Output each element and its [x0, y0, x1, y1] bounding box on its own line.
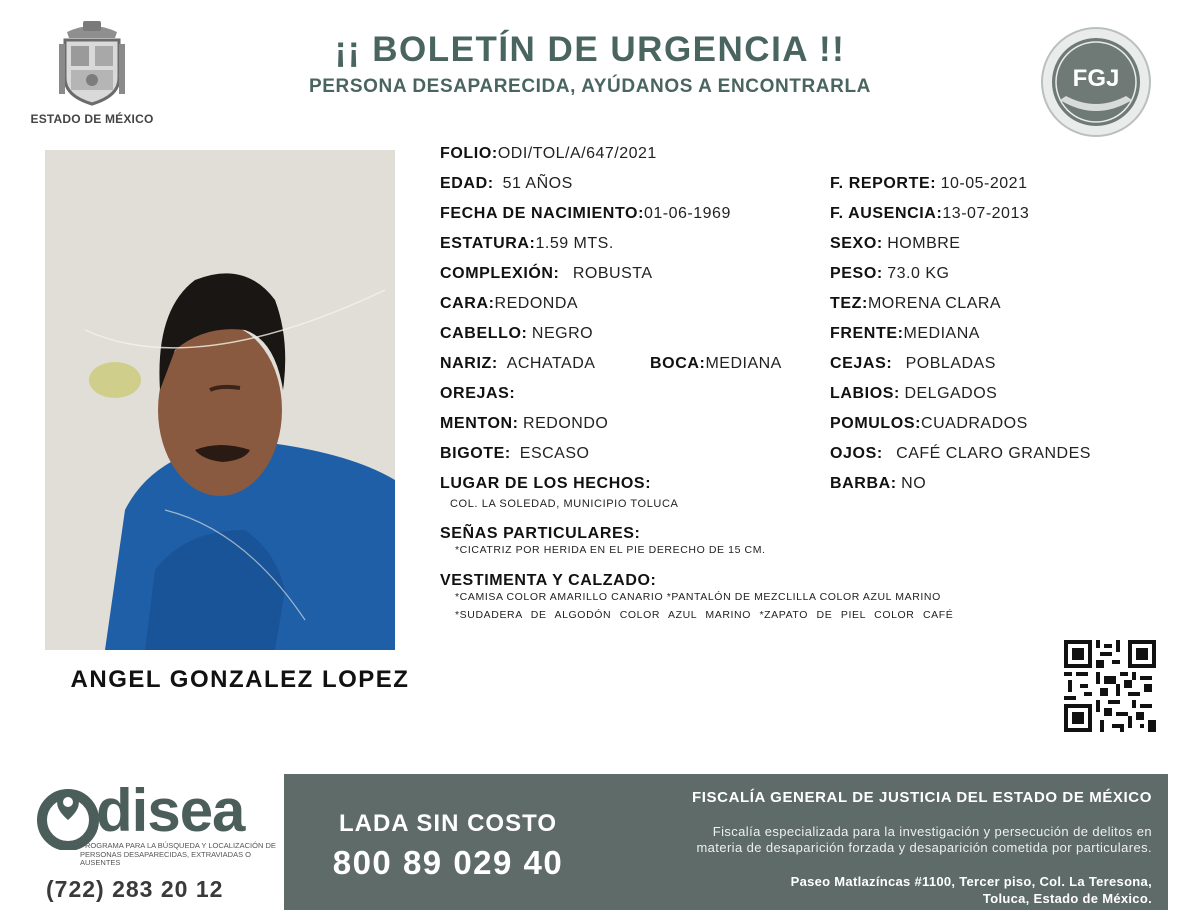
field-vestimenta-label — [440, 570, 656, 592]
field-label: ESTATURA: — [440, 235, 536, 252]
field-label: MENTON: — [440, 415, 519, 432]
person-name: ANGEL GONZALEZ LOPEZ — [70, 666, 410, 693]
state-label: ESTADO DE MÉXICO — [30, 112, 154, 126]
field-vestimenta-line2: *SUDADERA DE ALGODÓN COLOR AZUL MARINO *ZAPATO DE PIEL COLOR CAFÉ — [455, 609, 954, 621]
field-label: OJOS: — [830, 445, 883, 462]
bulletin-title: ¡¡ BOLETÍN DE URGENCIA !! — [334, 30, 846, 69]
agency-description-line: Fiscalía especializada para la investigación y persecución de delitos en — [712, 824, 1152, 839]
fgj-seal-icon — [1040, 26, 1152, 138]
edomex-coat-of-arms-icon — [57, 18, 127, 106]
field-value: ESCASO — [519, 445, 590, 462]
field-label: CARA: — [440, 295, 495, 312]
field-complexion — [440, 263, 653, 285]
field-label: CEJAS: — [830, 355, 893, 372]
lada-label: LADA SIN COSTO — [338, 810, 557, 837]
field-label: VESTIMENTA Y CALZADO: — [440, 572, 657, 589]
field-label: F. AUSENCIA: — [830, 205, 943, 222]
local-phone-number[interactable]: (722) 283 20 12 — [46, 876, 224, 902]
field-f-reporte — [830, 173, 1027, 195]
field-orejas — [440, 383, 515, 405]
field-labios — [830, 383, 997, 405]
field-cejas — [830, 353, 996, 375]
agency-description-line: materia de desaparición forzada y desaparición cometida por particulares. — [696, 840, 1152, 855]
odisea-wordmark: disea — [96, 777, 245, 844]
field-senas-value: *CICATRIZ POR HERIDA EN EL PIE DERECHO DE 15 CM. — [455, 544, 766, 556]
field-label: TEZ: — [830, 295, 868, 312]
agency-name: FISCALÍA GENERAL DE JUSTICIA DEL ESTADO DE MÉXICO — [692, 789, 1152, 806]
field-label: SEXO: — [830, 235, 883, 252]
agency-address — [600, 873, 1152, 907]
field-tez — [830, 293, 1001, 315]
person-photo — [45, 150, 395, 650]
field-label: PESO: — [830, 265, 883, 282]
field-cabello — [440, 323, 593, 345]
field-value: ACHATADA — [506, 355, 596, 372]
field-label: FOLIO: — [440, 145, 498, 162]
fgj-abbr: FGJ — [1072, 65, 1120, 92]
field-value: REDONDO — [523, 415, 609, 432]
field-value: 13-07-2013 — [942, 205, 1030, 222]
field-nariz — [440, 353, 595, 375]
field-bigote — [440, 443, 589, 465]
field-cara — [440, 293, 578, 315]
field-ojos — [830, 443, 1091, 465]
field-lugar-label — [440, 473, 651, 495]
address-line: Toluca, Estado de México. — [982, 891, 1152, 906]
field-value: 51 AÑOS — [502, 175, 573, 192]
field-peso — [830, 263, 949, 285]
address-line: Paseo Matlazíncas #1100, Tercer piso, Col. La Teresona, — [790, 874, 1152, 889]
field-senas-label — [440, 523, 640, 545]
field-value: CAFÉ CLARO GRANDES — [896, 445, 1091, 462]
field-value: HOMBRE — [887, 235, 961, 252]
field-label: FECHA DE NACIMIENTO: — [440, 205, 644, 222]
field-label: FRENTE: — [830, 325, 904, 342]
field-value: MEDIANA — [903, 325, 980, 342]
field-value: 73.0 KG — [887, 265, 950, 282]
field-label: F. REPORTE: — [830, 175, 937, 192]
field-vestimenta-line1: *CAMISA COLOR AMARILLO CANARIO *PANTALÓN DE MEZCLILLA COLOR AZUL MARINO — [455, 591, 941, 603]
field-label: SEÑAS PARTICULARES: — [440, 525, 641, 542]
toll-free-number[interactable]: 800 89 029 40 — [332, 844, 564, 881]
field-value: POBLADAS — [905, 355, 996, 372]
field-value: CUADRADOS — [921, 415, 1028, 432]
field-value: 01-06-1969 — [644, 205, 731, 222]
field-value: MORENA CLARA — [867, 295, 1002, 312]
field-lugar-value: COL. LA SOLEDAD, MUNICIPIO TOLUCA — [450, 498, 679, 510]
field-folio — [440, 143, 657, 165]
qr-code[interactable] — [1064, 640, 1156, 732]
field-label: BARBA: — [830, 475, 897, 492]
field-value: NEGRO — [531, 325, 594, 342]
field-sexo — [830, 233, 960, 255]
field-label: CABELLO: — [440, 325, 528, 342]
field-pomulos — [830, 413, 1028, 435]
field-label: BIGOTE: — [440, 445, 511, 462]
bulletin-subtitle: PERSONA DESAPARECIDA, AYÚDANOS A ENCONTRARLA — [309, 76, 871, 97]
edomex-logo — [30, 18, 154, 128]
field-label: LUGAR DE LOS HECHOS: — [440, 475, 652, 492]
field-estatura — [440, 233, 614, 255]
field-value: REDONDA — [494, 295, 579, 312]
field-value: 10-05-2021 — [940, 175, 1028, 192]
field-label: OREJAS: — [440, 385, 516, 402]
field-value: ROBUSTA — [572, 265, 653, 282]
field-value: NO — [901, 475, 927, 492]
qr-code-icon — [1064, 640, 1156, 732]
field-fecha-nacimiento — [440, 203, 731, 225]
odisea-caption: PROGRAMA PARA LA BÚSQUEDA Y LOCALIZACIÓN DE PERSONAS DESAPARECIDAS, EXTRAVIADAS O AUSENTES — [80, 841, 276, 867]
field-value: 1.59 MTS. — [535, 235, 614, 252]
field-barba — [830, 473, 926, 495]
field-edad — [440, 173, 573, 195]
field-label: COMPLEXIÓN: — [440, 265, 560, 282]
field-frente — [830, 323, 980, 345]
field-label: BOCA: — [650, 355, 706, 372]
field-f-ausencia — [830, 203, 1029, 225]
field-value: MEDIANA — [705, 355, 782, 372]
field-value: ODI/TOL/A/647/2021 — [497, 145, 657, 162]
field-label: NARIZ: — [440, 355, 498, 372]
agency-description — [600, 824, 1152, 856]
field-boca — [650, 353, 782, 375]
field-label: EDAD: — [440, 175, 494, 192]
field-label: POMULOS: — [830, 415, 922, 432]
field-label: LABIOS: — [830, 385, 900, 402]
fgj-logo — [1040, 26, 1152, 138]
field-value: DELGADOS — [904, 385, 998, 402]
field-menton — [440, 413, 608, 435]
